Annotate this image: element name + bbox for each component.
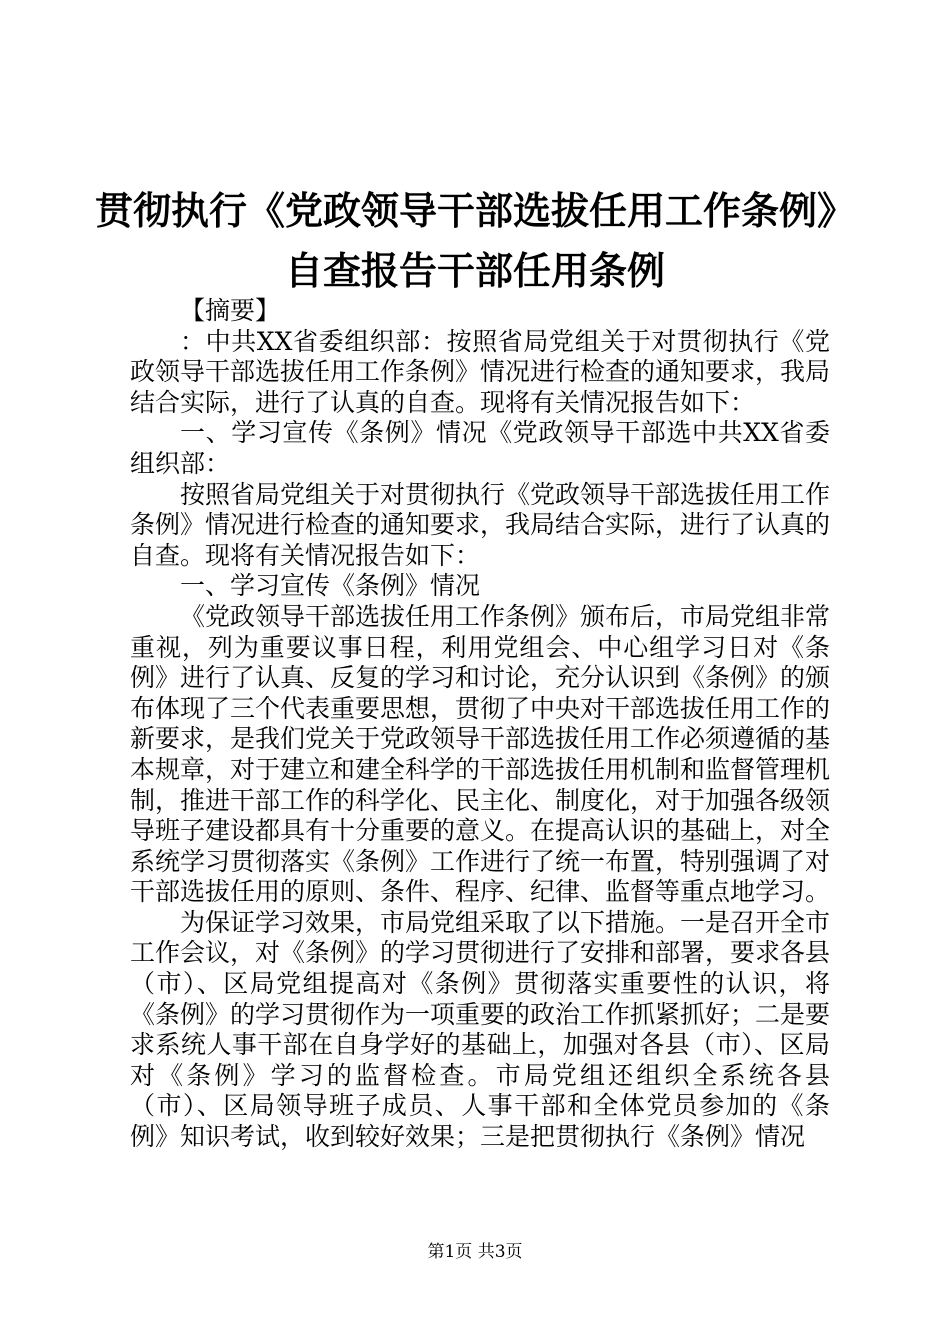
abstract-heading: 【摘要】 xyxy=(180,296,281,325)
section-heading: 一、学习宣传《条例》情况 xyxy=(180,571,481,601)
document-title-line-2: 自查报告干部任用条例 xyxy=(284,249,665,293)
body-paragraph: 按照省局党组关于对贯彻执行《党政领导干部选拔任用工作条例》情况进行检查的通知要求，我局结合实际，进行了认真的自查。现将有关情况报告如下： xyxy=(130,479,831,570)
document-body xyxy=(130,296,830,1153)
document-title-line-1: 贯彻执行《党政领导干部选拔任用工作条例》 xyxy=(94,189,855,233)
body-paragraph: 为保证学习效果，市局党组采取了以下措施。一是召开全市工作会议，对《条例》的学习贯彻进行了安排和部署，要求各县（市）、区局党组提高对《条例》贯彻落实重要性的认识，将《条例》的学习贯彻作为一项重要的政治工作抓紧抓好；二是要求系统人事干部在自身学好的基础上，加强对各县（市）、区局对《条例》学习的监督检查。市局党组还组织全系统各县（市）、区局领导班子成员、人事干部和全体党员参加的《条例》知识考试，收到较好效果；三是把贯彻执行《条例》情况 xyxy=(130,907,831,1152)
body-paragraph: ：中共XX省委组织部：按照省局党组关于对贯彻执行《党政领导干部选拔任用工作条例》情况进行检查的通知要求，我局结合实际，进行了认真的自查。现将有关情况报告如下： xyxy=(130,326,831,417)
body-paragraph: 《党政领导干部选拔任用工作条例》颁布后，市局党组非常重视，列为重要议事日程，利用党组会、中心组学习日对《条例》进行了认真、反复的学习和讨论，充分认识到《条例》的颁布体现了三个代表重要思想，贯彻了中央对干部选拔任用工作的新要求，是我们党关于党政领导干部选拔任用工作必须遵循的基本规章，对于建立和建全科学的干部选拔任用机制和监督管理机制，推进干部工作的科学化、民主化、制度化，对于加强各级领导班子建设都具有十分重要的意义。在提高认识的基础上，对全系统学习贯彻落实《条例》工作进行了统一布置，特别强调了对干部选拔任用的原则、条件、程序、纪律、监督等重点地学习。 xyxy=(130,601,831,907)
body-paragraph: 一、学习宣传《条例》情况《党政领导干部选中共XX省委组织部： xyxy=(130,418,830,478)
page-number-footer: 第1页 共3页 xyxy=(427,1242,523,1262)
